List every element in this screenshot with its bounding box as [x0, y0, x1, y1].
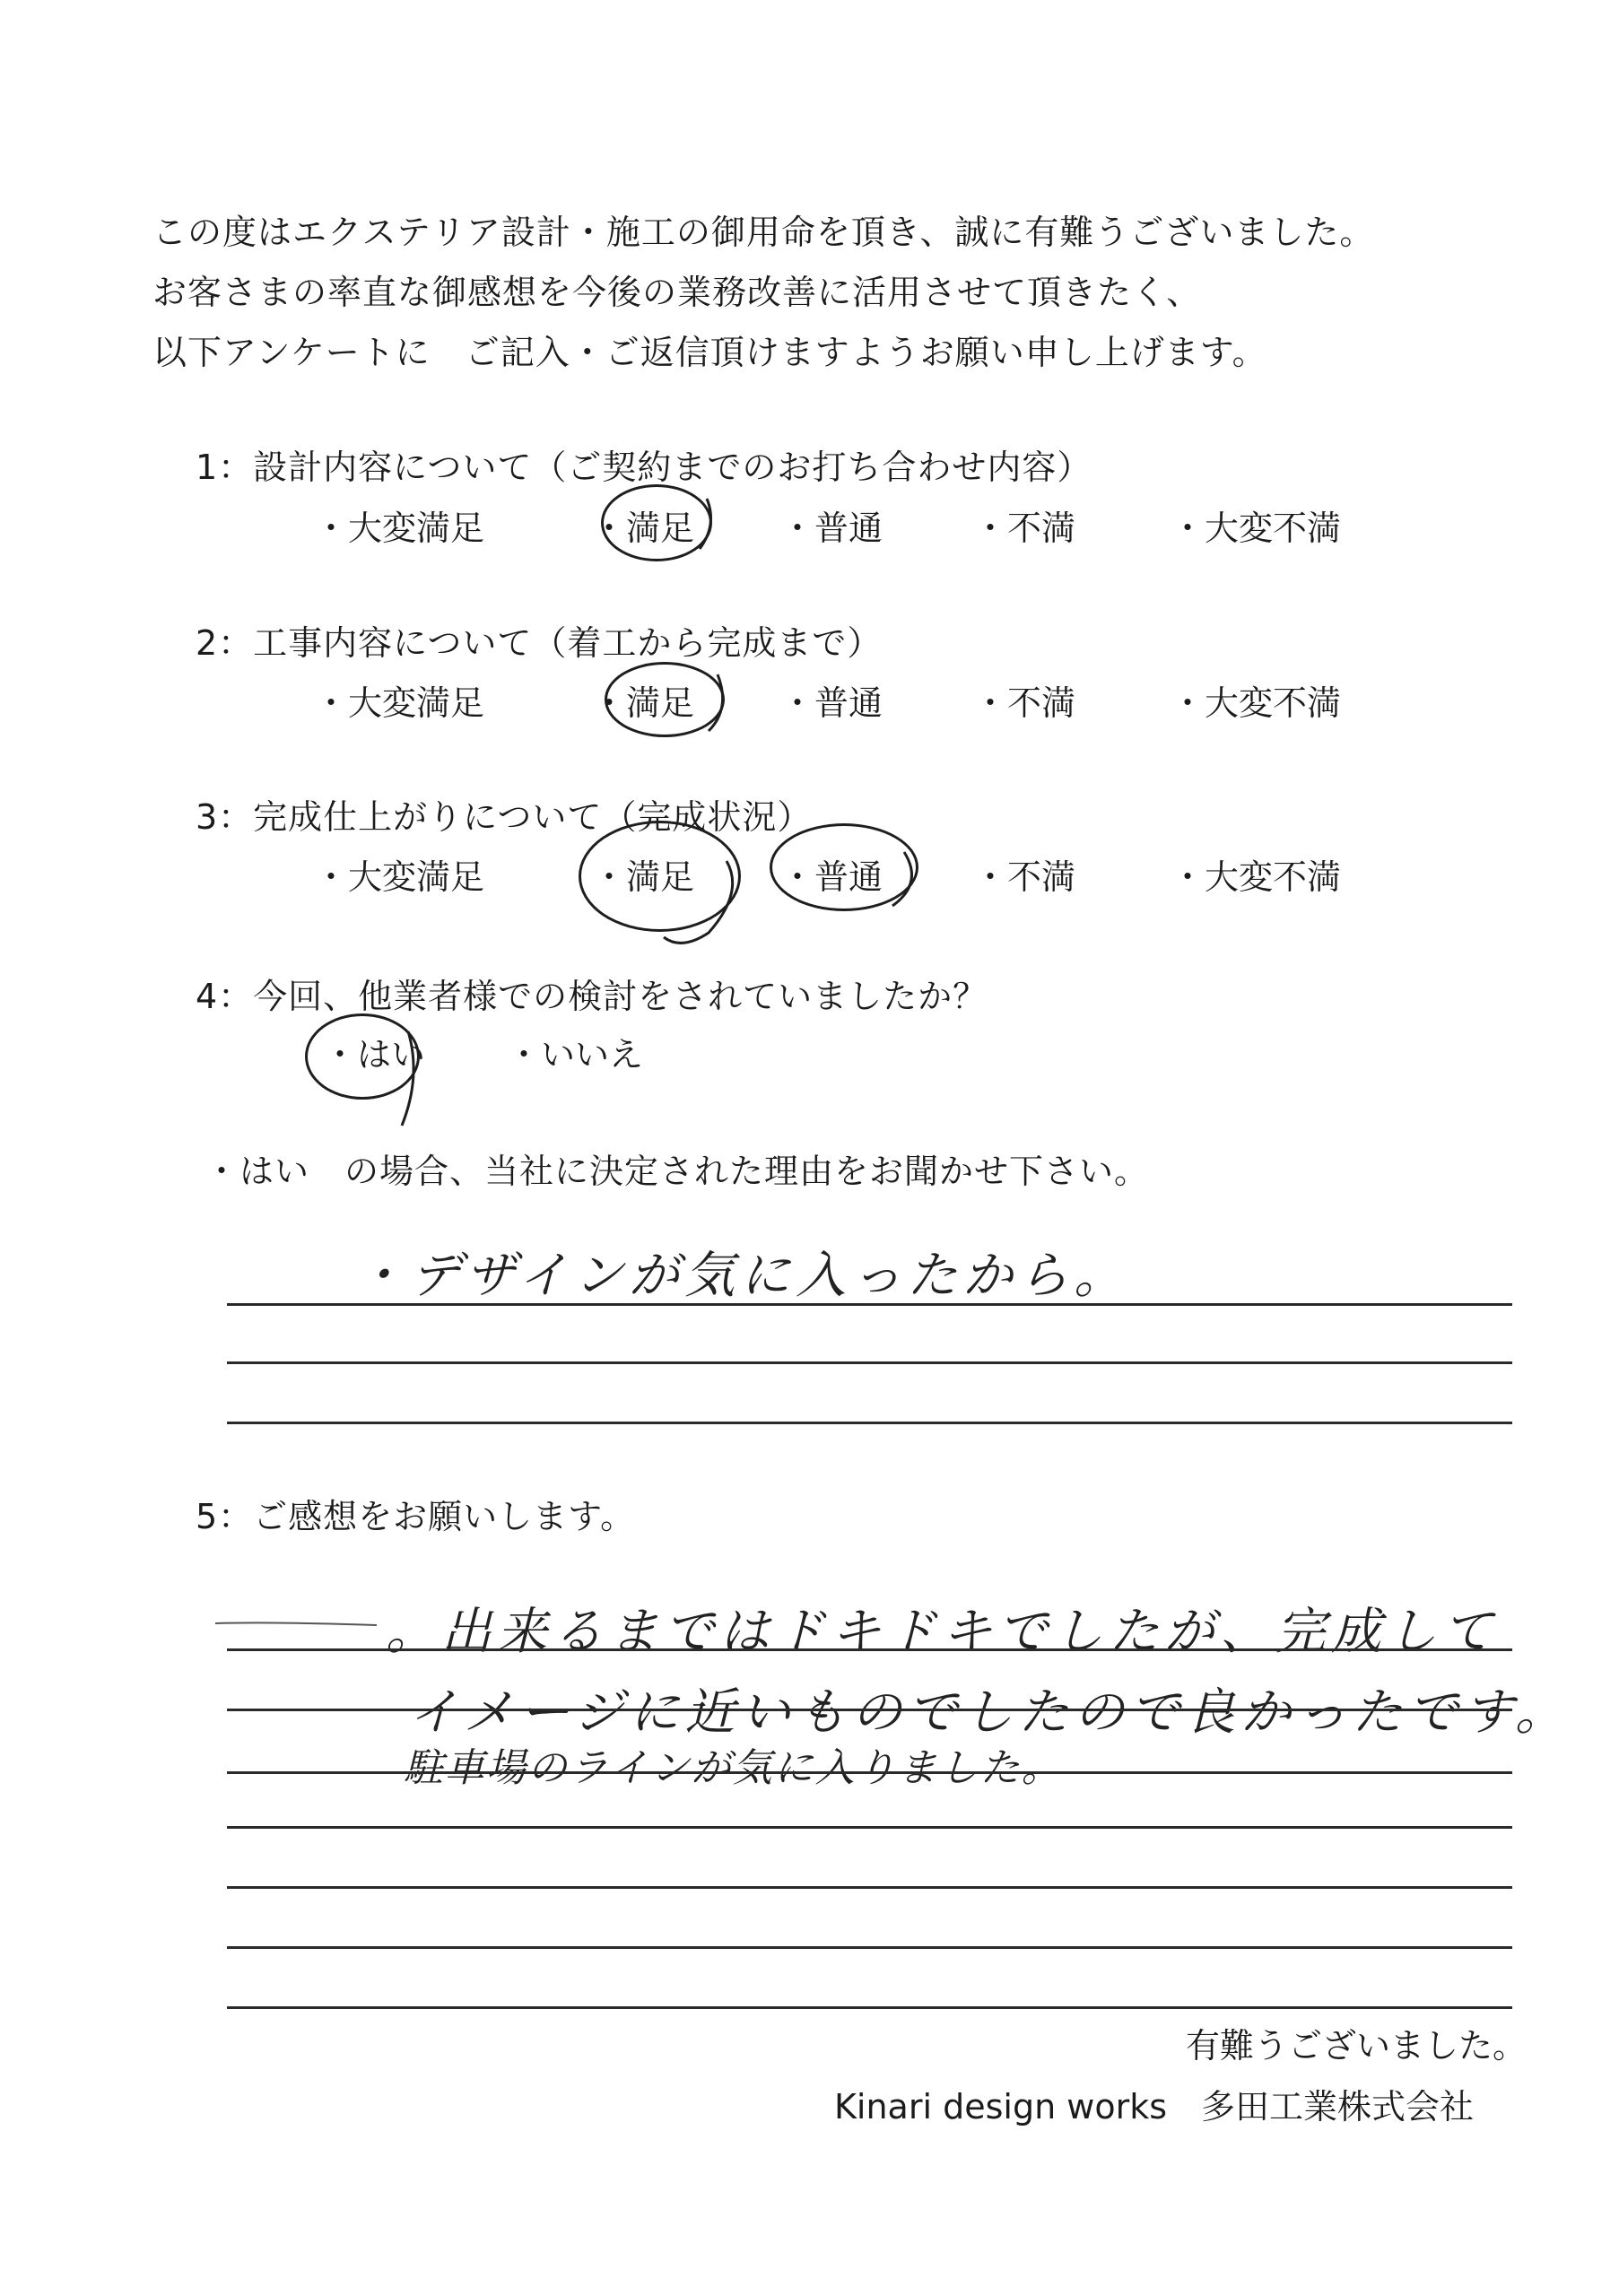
q2-option-neutral[interactable]: ・普通 [780, 683, 883, 723]
q3-option-neutral[interactable]: ・普通 [780, 857, 883, 897]
q3-selection-circle-neutral [770, 823, 918, 911]
q1-option-neutral[interactable]: ・普通 [780, 509, 883, 548]
q4-option-yes[interactable]: ・はい [323, 1035, 426, 1074]
q5-answer-line-7 [227, 2006, 1512, 2009]
q5-handwritten-line-2: イメージに近いものでしたので良かったです。 [408, 1683, 1571, 1742]
intro-line-1: この度はエクステリア設計・施工の御用命を頂き、誠に有難うございました。 [152, 213, 1375, 252]
q1-option-dissatisfied[interactable]: ・不満 [973, 509, 1076, 548]
question-3-label: 3：完成仕上がりについて（完成状況） [196, 797, 813, 837]
q3-option-dissatisfied[interactable]: ・不満 [973, 857, 1076, 897]
q2-option-very-satisfied[interactable]: ・大変満足 [314, 683, 485, 723]
q4-option-no[interactable]: ・いいえ [507, 1035, 644, 1074]
intro-line-3: 以下アンケートに ご記入・ご返信頂けますようお願い申し上げます。 [152, 333, 1267, 372]
q5-answer-line-6 [227, 1946, 1512, 1949]
q2-option-dissatisfied[interactable]: ・不満 [973, 683, 1076, 723]
q1-selection-circle [601, 484, 712, 561]
reason-answer-line-2 [227, 1361, 1512, 1364]
q1-option-very-dissatisfied[interactable]: ・大変不満 [1171, 509, 1342, 548]
question-5-label: 5：ご感想をお願いします。 [196, 1497, 636, 1536]
q5-answer-line-4 [227, 1826, 1512, 1829]
reason-handwritten-answer: ・デザインが気に入ったから。 [354, 1247, 1130, 1305]
q1-option-satisfied[interactable]: ・満足 [592, 509, 695, 548]
intro-line-2: お客さまの率直な御感想を今後の業務改善に活用させて頂きたく、 [152, 273, 1202, 312]
q5-handwritten-line-1: 。出来るまではドキドキでしたが、完成して [386, 1603, 1498, 1661]
question-2-label: 2：工事内容について（着工から完成まで） [196, 623, 883, 663]
q3-option-very-satisfied[interactable]: ・大変満足 [314, 857, 485, 897]
reason-label: ・はい の場合、当社に決定された理由をお聞かせ下さい。 [205, 1152, 1150, 1191]
q5-answer-line-3 [227, 1771, 1512, 1774]
reason-answer-line-3 [227, 1422, 1512, 1424]
question-1-label: 1：設計内容について（ご契約までのお打ち合わせ内容） [196, 448, 1092, 487]
reason-answer-line-1 [227, 1303, 1512, 1306]
q2-option-very-dissatisfied[interactable]: ・大変不満 [1171, 683, 1342, 723]
q2-selection-circle [605, 662, 725, 737]
q5-handwritten-line-3: 駐車場のラインが気に入りました。 [404, 1745, 1063, 1791]
q3-selection-circle-satisfied [579, 821, 741, 932]
q2-option-satisfied[interactable]: ・満足 [592, 683, 695, 723]
q5-answer-line-5 [227, 1886, 1512, 1889]
footer-thanks: 有難うございました。 [1186, 2026, 1528, 2066]
question-4-label: 4：今回、他業者様での検討をされていましたか？ [196, 977, 988, 1016]
q5-answer-line-2 [227, 1709, 1512, 1711]
q3-option-satisfied[interactable]: ・満足 [592, 857, 695, 897]
q3-option-very-dissatisfied[interactable]: ・大変不満 [1171, 857, 1342, 897]
q4-selection-circle [305, 1013, 420, 1100]
q5-answer-line-1 [227, 1648, 1512, 1651]
footer-company: Kinari design works 多田工業株式会社 [834, 2087, 1475, 2126]
q1-option-very-satisfied[interactable]: ・大変満足 [314, 509, 485, 548]
